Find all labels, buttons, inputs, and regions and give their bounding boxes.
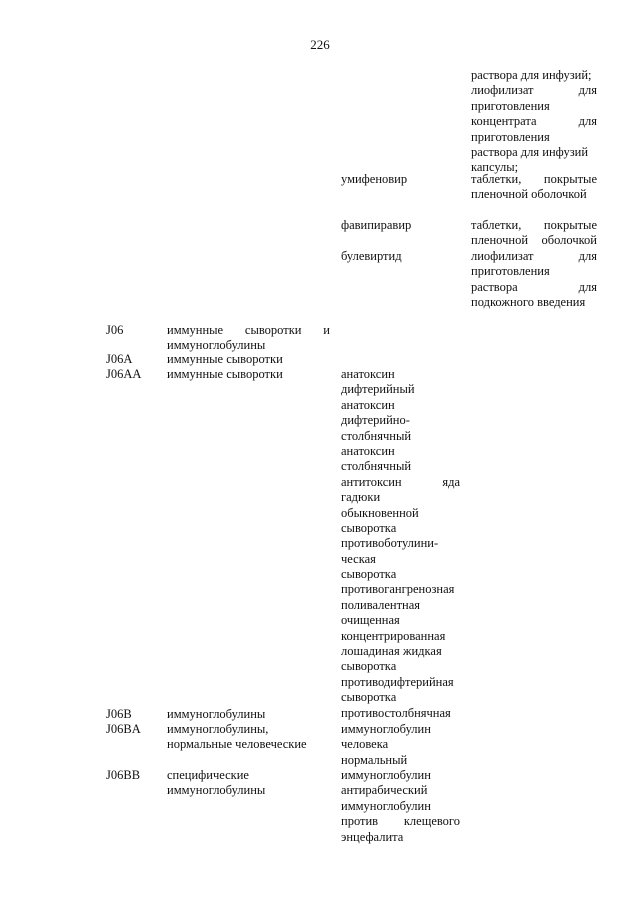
drug-line: столбнячный xyxy=(341,459,412,474)
atc-code-text: J06BA xyxy=(106,722,141,736)
atc-code xyxy=(106,367,141,382)
drug-line: против клещевого xyxy=(341,814,460,829)
drug-line: столбнячный xyxy=(341,428,412,443)
group-name xyxy=(167,768,330,799)
drug-line: очищенная xyxy=(341,613,400,628)
drug-line: сыворотка xyxy=(341,690,397,705)
atc-code-text: J06AA xyxy=(106,367,142,381)
drug-line: антитоксин яда xyxy=(341,474,460,489)
atc-code-text: J06BB xyxy=(106,768,141,782)
dosage-forms-continued xyxy=(471,68,597,176)
atc-code-text: J06 xyxy=(106,323,124,337)
drug-line: дифтерийный xyxy=(341,382,415,397)
drug-line: человека xyxy=(341,737,389,752)
drug-list xyxy=(341,768,460,845)
drug-line: нормальный xyxy=(341,752,408,767)
form-line: раствора для инфузий xyxy=(471,144,589,159)
atc-code-text: J06A xyxy=(106,352,133,366)
form-line: таблетки, покрытые xyxy=(471,172,597,186)
group-name-line: иммунные сыворотки и xyxy=(167,323,330,337)
drug-line: сыворотка xyxy=(341,567,397,582)
group-name-line: иммунные сыворотки xyxy=(167,367,283,381)
atc-code xyxy=(106,768,140,783)
drug-line: противогангренозная xyxy=(341,582,455,597)
dosage-form xyxy=(471,218,597,249)
dosage-form xyxy=(471,249,597,311)
group-name-line: специфические xyxy=(167,768,249,782)
drug-line: концентрированная xyxy=(341,628,446,643)
form-line: таблетки, покрытые xyxy=(471,218,597,232)
drug-line: противодифтерийная xyxy=(341,674,454,689)
form-line: подкожного введения xyxy=(471,295,586,310)
drug-line: обыкновенной xyxy=(341,505,419,520)
form-line: раствора для xyxy=(471,279,597,294)
atc-code xyxy=(106,352,132,367)
atc-code xyxy=(106,323,123,338)
form-line: приготовления xyxy=(471,129,550,144)
drug-line: гадюки xyxy=(341,490,381,505)
form-line: пленочной оболочкой xyxy=(471,187,587,202)
drug-name xyxy=(341,218,460,233)
drug-line: анатоксин xyxy=(341,367,395,381)
group-name-line: иммуноглобулины xyxy=(167,783,266,798)
group-name xyxy=(167,352,330,367)
group-name xyxy=(167,367,330,382)
drug-line: поливалентная xyxy=(341,597,421,612)
form-line: пленочной оболочкой xyxy=(471,233,597,248)
drug-name xyxy=(341,172,460,187)
form-line: лиофилизат для xyxy=(471,83,597,98)
page-number: 226 xyxy=(310,37,330,52)
drug-list xyxy=(341,722,460,768)
drug-line: сыворотка xyxy=(341,659,397,674)
drug-line: иммуноглобулин xyxy=(341,798,431,813)
form-line: концентрата для xyxy=(471,114,597,129)
drug-line: анатоксин xyxy=(341,397,395,412)
group-name-line: иммуноглобулины xyxy=(167,338,266,353)
group-name xyxy=(167,707,330,722)
atc-code-text: J06B xyxy=(106,707,132,721)
drug-line: анатоксин xyxy=(341,443,395,458)
form-line: приготовления xyxy=(471,98,550,113)
atc-code xyxy=(106,722,141,737)
drug-line: лошадиная жидкая xyxy=(341,644,442,659)
group-name-line: иммуноглобулины xyxy=(167,707,266,721)
drug-name-line: булевиртид xyxy=(341,249,402,263)
drug-line: антирабический xyxy=(341,783,428,798)
drug-line: энцефалита xyxy=(341,829,404,844)
group-name xyxy=(167,323,330,354)
drug-name-line: фавипиравир xyxy=(341,218,412,232)
drug-line: противостолбнячная xyxy=(341,705,451,720)
atc-code xyxy=(106,707,132,722)
drug-name-line: умифеновир xyxy=(341,172,408,186)
form-line: лиофилизат для xyxy=(471,249,597,263)
drug-line: дифтерийно- xyxy=(341,413,410,428)
drug-line: противоботулини- xyxy=(341,536,439,551)
form-line: капсулы; xyxy=(471,160,519,175)
group-name xyxy=(167,722,330,753)
group-name-line: иммунные сыворотки xyxy=(167,352,283,366)
drug-line: ческая xyxy=(341,551,376,566)
form-line: приготовления xyxy=(471,264,550,279)
dosage-form xyxy=(471,172,597,203)
group-name-line: нормальные человеческие xyxy=(167,737,307,752)
drug-list xyxy=(341,367,460,721)
drug-line: иммуноглобулин xyxy=(341,768,431,782)
drug-line: сыворотка xyxy=(341,520,397,535)
form-line: раствора для инфузий; xyxy=(471,68,592,82)
drug-line: иммуноглобулин xyxy=(341,722,431,736)
drug-name xyxy=(341,249,460,264)
group-name-line: иммуноглобулины, xyxy=(167,722,269,736)
